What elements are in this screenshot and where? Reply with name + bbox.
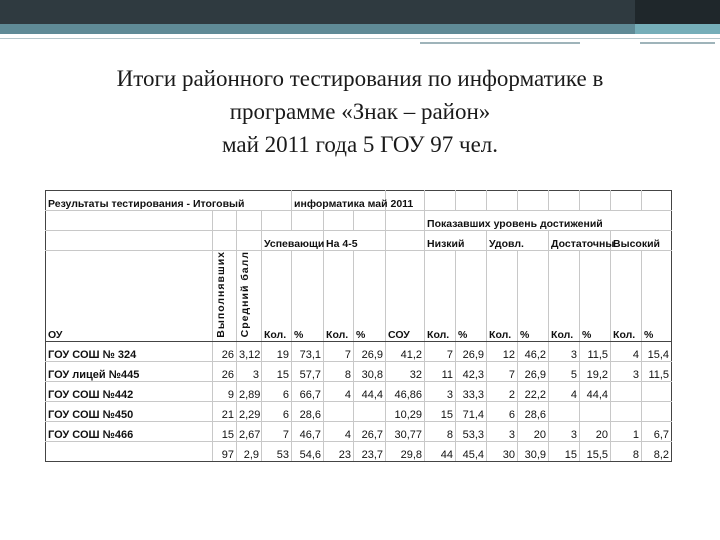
title-line-2: программе «Знак – район» <box>229 99 491 124</box>
table-cell: 6 <box>487 401 518 421</box>
header-pct: % <box>580 251 611 342</box>
table-cell: 2,89 <box>237 381 262 401</box>
table-cell: 44 <box>425 441 456 461</box>
table-cell: 11,5 <box>642 361 672 381</box>
row-school-name: ГОУ СОШ №450 <box>46 401 213 421</box>
header-kol: Кол. <box>425 251 456 342</box>
header-avg: Средний балл <box>239 251 251 338</box>
table-cell: 66,7 <box>292 381 324 401</box>
table-cell <box>354 401 386 421</box>
header-sou: СОУ <box>386 251 425 342</box>
table-row <box>46 361 672 381</box>
table-cell: 97 <box>213 441 237 461</box>
row-school-name: ГОУ СОШ №442 <box>46 381 213 401</box>
column-header-row <box>46 251 672 342</box>
table-cell: 41,2 <box>386 341 425 361</box>
top-band <box>0 0 720 24</box>
header-done-cell <box>213 251 237 342</box>
table-cell: 57,7 <box>292 361 324 381</box>
header-ou: ОУ <box>46 251 213 342</box>
table-cell: 26 <box>213 341 237 361</box>
table-cell: 3 <box>611 361 642 381</box>
table-row <box>46 421 672 441</box>
table-cell: 53,3 <box>456 421 487 441</box>
table-cell: 7 <box>487 361 518 381</box>
table-cell: 3 <box>549 421 580 441</box>
table-cell: 8 <box>611 441 642 461</box>
header-kol: Кол. <box>262 251 292 342</box>
caption-right: информатика май 2011 <box>292 191 386 211</box>
row-school-name: ГОУ СОШ № 324 <box>46 341 213 361</box>
header-kol: Кол. <box>324 251 354 342</box>
table-cell: 9 <box>213 381 237 401</box>
table-cell: 22,2 <box>518 381 549 401</box>
table-cell: 26,9 <box>518 361 549 381</box>
header-avg-cell <box>237 251 262 342</box>
table-cell: 28,6 <box>518 401 549 421</box>
table-cell: 15 <box>213 421 237 441</box>
header-sufficient: Достаточны <box>549 231 611 251</box>
header-4-5: На 4-5 <box>324 231 386 251</box>
row-school-name <box>46 441 213 461</box>
table-cell: 46,86 <box>386 381 425 401</box>
table-cell <box>611 381 642 401</box>
divider-line <box>420 42 580 44</box>
table-cell: 8 <box>425 421 456 441</box>
table-cell: 4 <box>324 381 354 401</box>
table-cell: 73,1 <box>292 341 324 361</box>
group-row <box>46 211 672 231</box>
table-cell: 6 <box>262 401 292 421</box>
table-cell: 30,8 <box>354 361 386 381</box>
caption-row <box>46 191 672 211</box>
results-table <box>45 190 672 462</box>
table-cell: 46,2 <box>518 341 549 361</box>
table-cell: 1 <box>611 421 642 441</box>
divider-line <box>0 38 720 39</box>
header-pct: % <box>456 251 487 342</box>
table-cell: 15,5 <box>580 441 611 461</box>
table-cell: 2,9 <box>237 441 262 461</box>
table-cell: 20 <box>518 421 549 441</box>
table-cell: 2,67 <box>237 421 262 441</box>
table-cell: 2,29 <box>237 401 262 421</box>
table-cell: 54,6 <box>292 441 324 461</box>
table-cell: 29,8 <box>386 441 425 461</box>
top-stripe-accent <box>635 24 720 34</box>
header-pct: % <box>292 251 324 342</box>
header-kol: Кол. <box>611 251 642 342</box>
table-cell: 4 <box>611 341 642 361</box>
table-cell: 19,2 <box>580 361 611 381</box>
table-cell: 4 <box>324 421 354 441</box>
table-cell: 3 <box>487 421 518 441</box>
table-cell: 30,9 <box>518 441 549 461</box>
table-cell: 15 <box>549 441 580 461</box>
row-school-name: ГОУ лицей №445 <box>46 361 213 381</box>
table-row <box>46 341 672 361</box>
caption-left: Результаты тестирования - Итоговый <box>46 191 292 211</box>
table-cell: 26,7 <box>354 421 386 441</box>
header-satisfactory: Удовл. <box>487 231 549 251</box>
table-cell: 4 <box>549 381 580 401</box>
table-cell: 6 <box>262 381 292 401</box>
group-levels-header: Показавших уровень достижений <box>425 211 672 231</box>
table-cell: 44,4 <box>354 381 386 401</box>
table-cell: 26,9 <box>456 341 487 361</box>
table-cell: 46,7 <box>292 421 324 441</box>
table-cell: 44,4 <box>580 381 611 401</box>
table-cell: 53 <box>262 441 292 461</box>
top-band-accent <box>635 0 720 24</box>
table-cell: 3 <box>425 381 456 401</box>
table-cell: 15 <box>262 361 292 381</box>
table-cell: 8,2 <box>642 441 672 461</box>
header-pct: % <box>354 251 386 342</box>
divider-line <box>640 42 715 44</box>
table-cell: 20 <box>580 421 611 441</box>
header-success: Успевающи <box>262 231 324 251</box>
table-cell: 15,4 <box>642 341 672 361</box>
table-cell <box>580 401 611 421</box>
table-cell: 11 <box>425 361 456 381</box>
table-cell: 10,29 <box>386 401 425 421</box>
top-stripe <box>0 24 720 34</box>
table-cell: 8 <box>324 361 354 381</box>
table-row <box>46 381 672 401</box>
table-cell: 23 <box>324 441 354 461</box>
header-kol: Кол. <box>549 251 580 342</box>
table-cell: 19 <box>262 341 292 361</box>
table-cell <box>642 401 672 421</box>
table-cell: 21 <box>213 401 237 421</box>
table-cell: 45,4 <box>456 441 487 461</box>
table-cell: 71,4 <box>456 401 487 421</box>
header-done: Выполнявших <box>215 251 227 338</box>
table-row <box>46 441 672 461</box>
table-cell: 26,9 <box>354 341 386 361</box>
table-cell: 7 <box>324 341 354 361</box>
table-cell: 11,5 <box>580 341 611 361</box>
row-school-name: ГОУ СОШ №466 <box>46 421 213 441</box>
title-line-3: май 2011 года 5 ГОУ 97 чел. <box>222 132 498 157</box>
table-cell: 2 <box>487 381 518 401</box>
table-cell: 3 <box>549 341 580 361</box>
title-line-1: Итоги районного тестирования по информатике в <box>116 66 604 91</box>
table-cell: 32 <box>386 361 425 381</box>
table-cell: 26 <box>213 361 237 381</box>
table-cell: 30 <box>487 441 518 461</box>
header-pct: % <box>518 251 549 342</box>
table-cell <box>642 381 672 401</box>
table-cell: 3 <box>237 361 262 381</box>
table-cell <box>611 401 642 421</box>
header-low: Низкий <box>425 231 487 251</box>
table-cell <box>324 401 354 421</box>
table-cell: 42,3 <box>456 361 487 381</box>
table-cell: 15 <box>425 401 456 421</box>
table-cell: 30,77 <box>386 421 425 441</box>
table-cell: 6,7 <box>642 421 672 441</box>
header-pct: % <box>642 251 672 342</box>
table-cell: 33,3 <box>456 381 487 401</box>
table-cell: 12 <box>487 341 518 361</box>
table-body <box>46 341 672 461</box>
table-cell: 7 <box>262 421 292 441</box>
header-high: Высокий <box>611 231 672 251</box>
subheader-row <box>46 231 672 251</box>
table-cell: 23,7 <box>354 441 386 461</box>
header-kol: Кол. <box>487 251 518 342</box>
table-cell: 7 <box>425 341 456 361</box>
table-cell: 5 <box>549 361 580 381</box>
table-cell: 3,12 <box>237 341 262 361</box>
table-cell: 28,6 <box>292 401 324 421</box>
table-cell <box>549 401 580 421</box>
table-row <box>46 401 672 421</box>
slide-title <box>30 62 690 161</box>
